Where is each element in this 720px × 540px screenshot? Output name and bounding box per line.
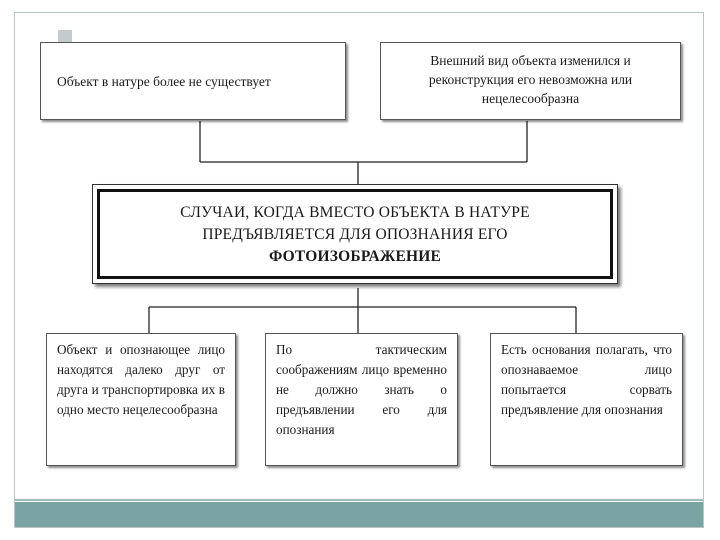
central-heading-inner-frame xyxy=(97,189,613,279)
central-heading-line-1: СЛУЧАИ, КОГДА ВМЕСТО ОБЪЕКТА В НАТУРЕ xyxy=(180,204,530,221)
central-heading-line-3: ФОТОИЗОБРАЖЕНИЕ xyxy=(268,248,442,265)
box-case-disruption xyxy=(490,333,683,466)
box-text: Объект в натуре более не существует xyxy=(57,73,271,89)
box-text: По тактическим соображениям лицо временно не должно знать о предъявлении его для опознания xyxy=(276,342,447,437)
central-heading-box xyxy=(92,184,618,284)
central-heading-line-2: ПРЕДЪЯВЛЯЕТСЯ ДЛЯ ОПОЗНАНИЯ ЕГО xyxy=(202,226,508,243)
box-appearance-changed xyxy=(380,42,681,120)
box-text: Внешний вид объекта изменился и реконструкция его невозможна или нецелесообразна xyxy=(428,53,633,106)
box-text: Объект и опознающее лицо находятся далеко друг от друга и транспортировка их в одно место нецелесообразна xyxy=(57,342,225,417)
box-object-no-longer-exists xyxy=(40,42,346,120)
box-case-distance xyxy=(46,333,236,466)
box-text: Есть основания полагать, что опознаваемое лицо попытается сорвать предъявление для опознания xyxy=(501,342,672,417)
box-case-tactical xyxy=(265,333,458,466)
footer-band xyxy=(15,502,703,527)
